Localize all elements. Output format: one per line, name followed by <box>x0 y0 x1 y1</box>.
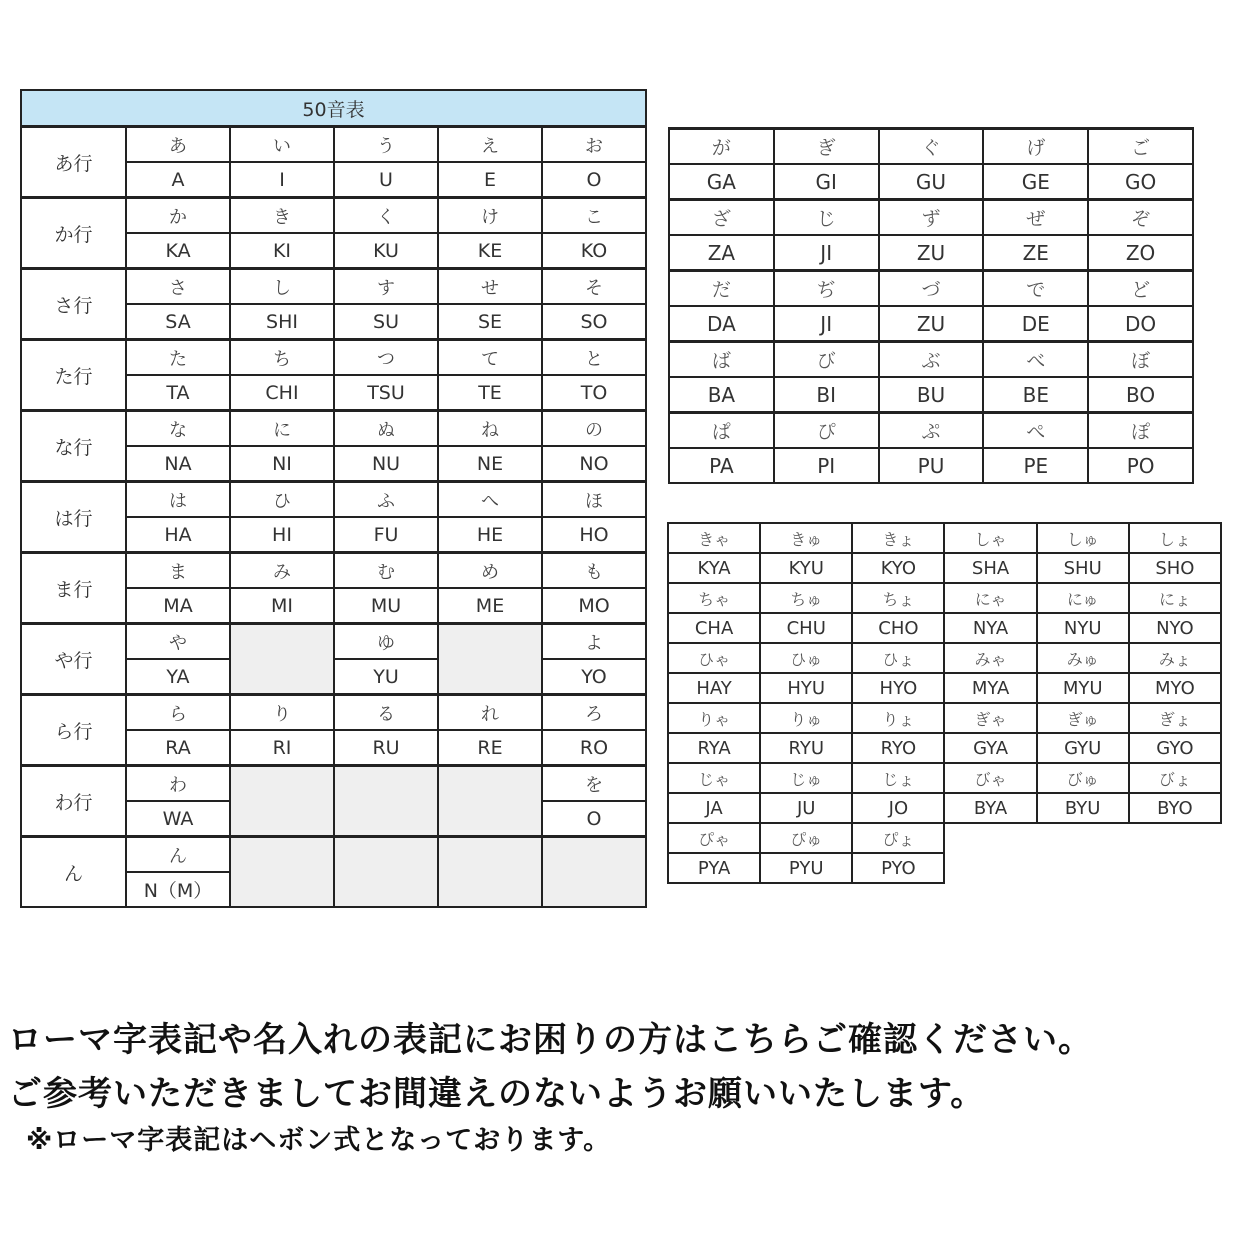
kana-cell: も <box>542 553 646 589</box>
kana-row <box>669 342 1193 378</box>
romaji-cell: ZA <box>669 235 774 271</box>
kana-cell: ぞ <box>1088 200 1193 236</box>
kana-cell: や <box>126 624 230 660</box>
romaji-cell: RYU <box>760 733 852 763</box>
note-line-2: ご参考いただきましてお間違えのないようお願いいたします。 <box>8 1074 986 1114</box>
kana-row <box>21 127 646 163</box>
romaji-cell: SU <box>334 304 438 340</box>
romaji-cell: PA <box>669 448 774 483</box>
row-label: ら行 <box>21 695 126 766</box>
kana-row <box>21 695 646 731</box>
kana-cell: で <box>983 271 1088 307</box>
kana-cell: ら <box>126 695 230 731</box>
row-label: な行 <box>21 411 126 482</box>
romaji-cell: HE <box>438 517 542 553</box>
kana-cell: ざ <box>669 200 774 236</box>
kana-cell: じ <box>774 200 879 236</box>
romaji-cell: FU <box>334 517 438 553</box>
romaji-cell: BYU <box>1037 793 1129 823</box>
kana-cell: は <box>126 482 230 518</box>
romaji-cell: BI <box>774 377 879 413</box>
kana-cell: きゃ <box>668 523 760 553</box>
kana-cell: ご <box>1088 129 1193 165</box>
gojuon-table <box>20 89 647 908</box>
romaji-cell: SA <box>126 304 230 340</box>
romaji-cell: PI <box>774 448 879 483</box>
romaji-cell: TA <box>126 375 230 411</box>
romaji-cell: PE <box>983 448 1088 483</box>
romaji-cell: GE <box>983 164 1088 200</box>
romaji-cell: SHA <box>944 553 1036 583</box>
romaji-cell: BYA <box>944 793 1036 823</box>
kana-cell: な <box>126 411 230 447</box>
kana-row <box>668 583 1221 613</box>
empty-cell <box>230 624 334 695</box>
empty-cell <box>1129 853 1221 883</box>
romaji-cell: KU <box>334 233 438 269</box>
romaji-cell: NU <box>334 446 438 482</box>
romaji-cell: JU <box>760 793 852 823</box>
kana-cell: よ <box>542 624 646 660</box>
kana-cell: りょ <box>852 703 944 733</box>
kana-cell: みゅ <box>1037 643 1129 673</box>
kana-cell: にゅ <box>1037 583 1129 613</box>
kana-row <box>21 269 646 305</box>
empty-cell <box>542 837 646 908</box>
table-title: 50音表 <box>21 90 646 127</box>
kana-cell: わ <box>126 766 230 802</box>
kana-cell: ろ <box>542 695 646 731</box>
romaji-cell: GA <box>669 164 774 200</box>
kana-cell: みょ <box>1129 643 1221 673</box>
kana-cell: う <box>334 127 438 163</box>
kana-cell: さ <box>126 269 230 305</box>
romaji-cell: DA <box>669 306 774 342</box>
kana-cell: ば <box>669 342 774 378</box>
kana-cell: の <box>542 411 646 447</box>
kana-cell: ぺ <box>983 413 1088 449</box>
romaji-cell: NE <box>438 446 542 482</box>
kana-cell: きゅ <box>760 523 852 553</box>
kana-row <box>21 340 646 376</box>
kana-row <box>21 482 646 518</box>
romaji-cell: MYO <box>1129 673 1221 703</box>
kana-cell: お <box>542 127 646 163</box>
kana-cell: た <box>126 340 230 376</box>
romaji-row <box>668 733 1221 763</box>
kana-cell: れ <box>438 695 542 731</box>
kana-cell: ぴゃ <box>668 823 760 853</box>
kana-cell: ぎ <box>774 129 879 165</box>
kana-cell: す <box>334 269 438 305</box>
kana-row <box>668 763 1221 793</box>
kana-row <box>21 198 646 234</box>
kana-cell: ぷ <box>879 413 984 449</box>
romaji-cell: U <box>334 162 438 198</box>
empty-cell <box>334 766 438 837</box>
kana-row <box>21 411 646 447</box>
empty-cell <box>1129 823 1221 853</box>
romaji-cell: DO <box>1088 306 1193 342</box>
romaji-cell: KA <box>126 233 230 269</box>
kana-cell: ぴゅ <box>760 823 852 853</box>
romaji-cell: GU <box>879 164 984 200</box>
romaji-cell: GO <box>1088 164 1193 200</box>
romaji-row <box>668 853 1221 883</box>
romaji-cell: GYA <box>944 733 1036 763</box>
kana-row <box>669 271 1193 307</box>
romaji-row <box>668 793 1221 823</box>
romaji-cell: MYA <box>944 673 1036 703</box>
romaji-cell: SHO <box>1129 553 1221 583</box>
romaji-cell: MA <box>126 588 230 624</box>
kana-cell: く <box>334 198 438 234</box>
romaji-row <box>668 613 1221 643</box>
kana-cell: び <box>774 342 879 378</box>
kana-cell: ふ <box>334 482 438 518</box>
romaji-cell: HO <box>542 517 646 553</box>
romaji-row <box>669 164 1193 200</box>
romaji-cell: ZE <box>983 235 1088 271</box>
row-label: あ行 <box>21 127 126 198</box>
romaji-cell: KYA <box>668 553 760 583</box>
romaji-cell: MU <box>334 588 438 624</box>
romaji-cell: ZU <box>879 306 984 342</box>
kana-cell: じゅ <box>760 763 852 793</box>
kana-row <box>668 523 1221 553</box>
kana-cell: き <box>230 198 334 234</box>
row-label: や行 <box>21 624 126 695</box>
romaji-cell: KO <box>542 233 646 269</box>
kana-cell: びゃ <box>944 763 1036 793</box>
romaji-cell: GYO <box>1129 733 1221 763</box>
romaji-cell: TO <box>542 375 646 411</box>
kana-cell: ひ <box>230 482 334 518</box>
kana-cell: ぎょ <box>1129 703 1221 733</box>
romaji-cell: O <box>542 162 646 198</box>
romaji-cell: MYU <box>1037 673 1129 703</box>
kana-cell: け <box>438 198 542 234</box>
kana-cell: へ <box>438 482 542 518</box>
kana-cell: て <box>438 340 542 376</box>
kana-cell: だ <box>669 271 774 307</box>
row-label: た行 <box>21 340 126 411</box>
kana-cell: ひょ <box>852 643 944 673</box>
kana-cell: りゅ <box>760 703 852 733</box>
kana-cell: い <box>230 127 334 163</box>
empty-cell <box>438 624 542 695</box>
romaji-cell: NYA <box>944 613 1036 643</box>
romaji-cell: BU <box>879 377 984 413</box>
kana-cell: にょ <box>1129 583 1221 613</box>
romaji-cell: ZO <box>1088 235 1193 271</box>
kana-cell: つ <box>334 340 438 376</box>
kana-cell: びょ <box>1129 763 1221 793</box>
kana-cell: あ <box>126 127 230 163</box>
romaji-cell: E <box>438 162 542 198</box>
romaji-cell: JO <box>852 793 944 823</box>
romaji-cell: HYO <box>852 673 944 703</box>
romaji-row <box>668 673 1221 703</box>
romaji-cell: SHI <box>230 304 334 340</box>
romaji-cell: O <box>542 801 646 837</box>
kana-cell: そ <box>542 269 646 305</box>
romaji-row <box>668 553 1221 583</box>
kana-cell: ぬ <box>334 411 438 447</box>
kana-cell: え <box>438 127 542 163</box>
romaji-row <box>669 306 1193 342</box>
row-label: さ行 <box>21 269 126 340</box>
kana-row <box>21 553 646 589</box>
empty-cell <box>438 766 542 837</box>
romaji-cell: PU <box>879 448 984 483</box>
romaji-cell: A <box>126 162 230 198</box>
romaji-cell: CHU <box>760 613 852 643</box>
romaji-cell: HAY <box>668 673 760 703</box>
kana-row <box>669 200 1193 236</box>
romaji-cell: KI <box>230 233 334 269</box>
romaji-cell: WA <box>126 801 230 837</box>
kana-cell: げ <box>983 129 1088 165</box>
row-label: か行 <box>21 198 126 269</box>
kana-cell: ぎゃ <box>944 703 1036 733</box>
romaji-cell: YA <box>126 659 230 695</box>
romaji-cell: HA <box>126 517 230 553</box>
romaji-cell: MO <box>542 588 646 624</box>
kana-cell: ち <box>230 340 334 376</box>
kana-cell: ど <box>1088 271 1193 307</box>
romaji-cell: RE <box>438 730 542 766</box>
romaji-row <box>669 235 1193 271</box>
note-line-3: ※ローマ字表記はヘボン式となっております。 <box>26 1125 612 1156</box>
kana-cell: を <box>542 766 646 802</box>
romaji-cell: TSU <box>334 375 438 411</box>
row-label: は行 <box>21 482 126 553</box>
romaji-cell: KE <box>438 233 542 269</box>
romaji-cell: DE <box>983 306 1088 342</box>
romaji-cell: RU <box>334 730 438 766</box>
romaji-row <box>669 448 1193 483</box>
romaji-cell: YO <box>542 659 646 695</box>
romaji-cell: RO <box>542 730 646 766</box>
kana-cell: せ <box>438 269 542 305</box>
kana-cell: ぜ <box>983 200 1088 236</box>
kana-cell: ね <box>438 411 542 447</box>
row-label: わ行 <box>21 766 126 837</box>
row-label: ま行 <box>21 553 126 624</box>
romaji-cell: GI <box>774 164 879 200</box>
kana-row <box>668 823 1221 853</box>
romaji-cell: CHA <box>668 613 760 643</box>
romaji-cell: CHI <box>230 375 334 411</box>
romaji-cell: TE <box>438 375 542 411</box>
kana-row <box>669 129 1193 165</box>
romaji-cell: MI <box>230 588 334 624</box>
empty-cell <box>944 853 1036 883</box>
romaji-cell: NYU <box>1037 613 1129 643</box>
romaji-cell: RYO <box>852 733 944 763</box>
kana-row <box>668 703 1221 733</box>
youon-table <box>667 522 1222 884</box>
empty-cell <box>944 823 1036 853</box>
kana-cell: ぼ <box>1088 342 1193 378</box>
empty-cell <box>1037 823 1129 853</box>
kana-cell: にゃ <box>944 583 1036 613</box>
romaji-cell: GYU <box>1037 733 1129 763</box>
romaji-cell: N（M） <box>126 872 230 907</box>
kana-cell: ぶ <box>879 342 984 378</box>
romaji-cell: BE <box>983 377 1088 413</box>
row-label: ん <box>21 837 126 908</box>
kana-cell: し <box>230 269 334 305</box>
empty-cell <box>230 766 334 837</box>
kana-row <box>668 643 1221 673</box>
kana-cell: みゃ <box>944 643 1036 673</box>
kana-cell: む <box>334 553 438 589</box>
romaji-cell: PO <box>1088 448 1193 483</box>
romaji-cell: PYA <box>668 853 760 883</box>
kana-cell: ぐ <box>879 129 984 165</box>
romaji-cell: SO <box>542 304 646 340</box>
kana-cell: りゃ <box>668 703 760 733</box>
kana-cell: びゅ <box>1037 763 1129 793</box>
romaji-cell: KYU <box>760 553 852 583</box>
kana-cell: ず <box>879 200 984 236</box>
kana-cell: ゆ <box>334 624 438 660</box>
kana-cell: ま <box>126 553 230 589</box>
kana-cell: じょ <box>852 763 944 793</box>
romaji-cell: CHO <box>852 613 944 643</box>
kana-cell: づ <box>879 271 984 307</box>
romaji-cell: JI <box>774 306 879 342</box>
romaji-cell: HYU <box>760 673 852 703</box>
romaji-cell: HI <box>230 517 334 553</box>
kana-cell: ん <box>126 837 230 873</box>
romaji-cell: RA <box>126 730 230 766</box>
romaji-cell: NA <box>126 446 230 482</box>
romaji-cell: I <box>230 162 334 198</box>
romaji-cell: KYO <box>852 553 944 583</box>
kana-cell: が <box>669 129 774 165</box>
kana-cell: み <box>230 553 334 589</box>
romaji-cell: RYA <box>668 733 760 763</box>
romaji-cell: ME <box>438 588 542 624</box>
note-line-1: ローマ字表記や名入れの表記にお困りの方はこちらご確認ください。 <box>8 1020 1093 1060</box>
kana-cell: ちゅ <box>760 583 852 613</box>
romaji-cell: PYO <box>852 853 944 883</box>
romaji-cell: JA <box>668 793 760 823</box>
dakuon-table <box>668 127 1194 484</box>
kana-cell: こ <box>542 198 646 234</box>
kana-cell: と <box>542 340 646 376</box>
romaji-cell: PYU <box>760 853 852 883</box>
kana-cell: ひゃ <box>668 643 760 673</box>
romaji-cell: RI <box>230 730 334 766</box>
header-row <box>21 90 646 127</box>
kana-cell: しょ <box>1129 523 1221 553</box>
empty-cell <box>438 837 542 908</box>
kana-cell: しゅ <box>1037 523 1129 553</box>
romaji-row <box>669 377 1193 413</box>
kana-cell: じゃ <box>668 763 760 793</box>
kana-cell: ぽ <box>1088 413 1193 449</box>
empty-cell <box>1037 853 1129 883</box>
romaji-cell: NYO <box>1129 613 1221 643</box>
romaji-cell: YU <box>334 659 438 695</box>
kana-cell: ひゅ <box>760 643 852 673</box>
romaji-cell: BYO <box>1129 793 1221 823</box>
empty-cell <box>230 837 334 908</box>
kana-cell: べ <box>983 342 1088 378</box>
kana-cell: に <box>230 411 334 447</box>
kana-cell: しゃ <box>944 523 1036 553</box>
kana-cell: る <box>334 695 438 731</box>
kana-cell: ぴ <box>774 413 879 449</box>
romaji-cell: BA <box>669 377 774 413</box>
kana-cell: ちょ <box>852 583 944 613</box>
romaji-cell: NO <box>542 446 646 482</box>
kana-cell: ぎゅ <box>1037 703 1129 733</box>
romaji-cell: SHU <box>1037 553 1129 583</box>
romaji-cell: ZU <box>879 235 984 271</box>
kana-cell: きょ <box>852 523 944 553</box>
kana-cell: ほ <box>542 482 646 518</box>
empty-cell <box>334 837 438 908</box>
kana-cell: り <box>230 695 334 731</box>
romaji-cell: NI <box>230 446 334 482</box>
kana-row <box>669 413 1193 449</box>
romaji-cell: SE <box>438 304 542 340</box>
kana-cell: ぢ <box>774 271 879 307</box>
kana-cell: ぴょ <box>852 823 944 853</box>
romaji-cell: BO <box>1088 377 1193 413</box>
kana-cell: め <box>438 553 542 589</box>
kana-cell: か <box>126 198 230 234</box>
kana-row <box>21 837 646 873</box>
romaji-cell: JI <box>774 235 879 271</box>
kana-row <box>21 766 646 802</box>
kana-cell: ぱ <box>669 413 774 449</box>
kana-row <box>21 624 646 660</box>
kana-cell: ちゃ <box>668 583 760 613</box>
